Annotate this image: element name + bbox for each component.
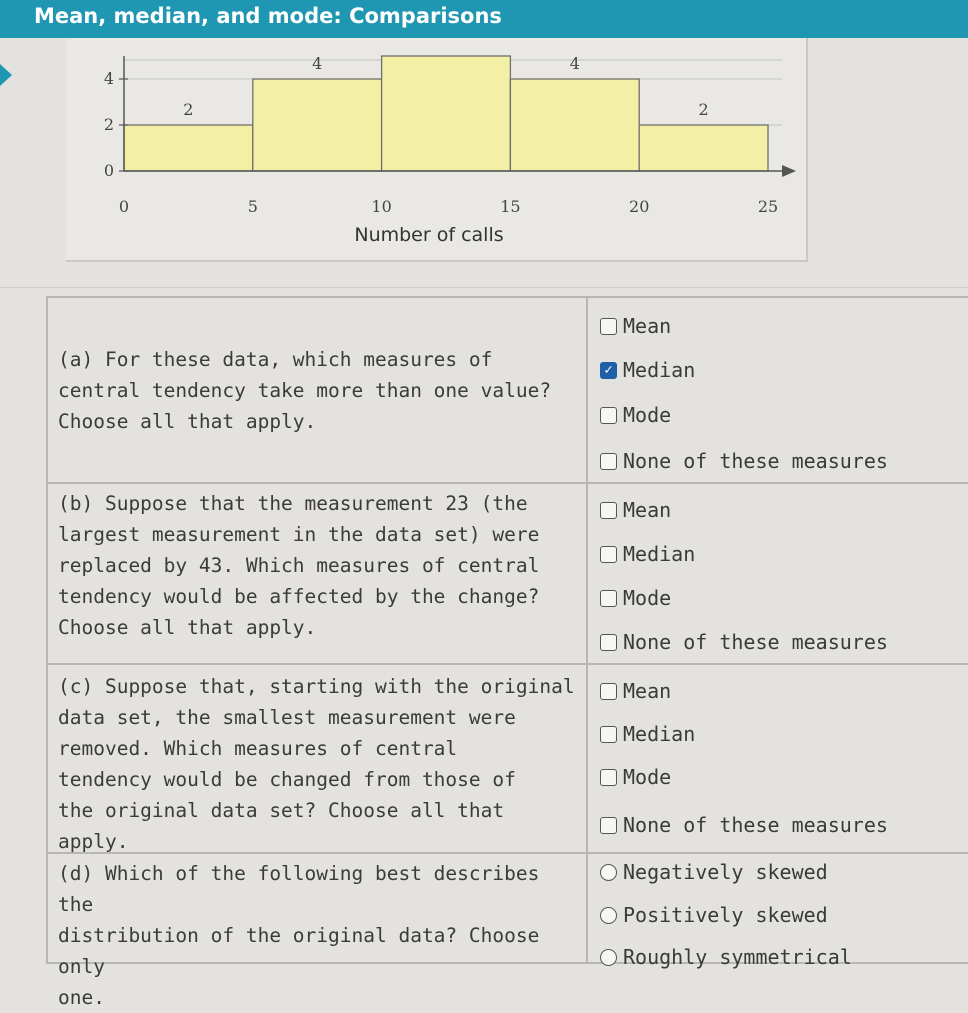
header-bar (0, 0, 968, 38)
option-a-mean[interactable] (600, 312, 671, 340)
radio-icon[interactable] (600, 949, 617, 966)
histogram-bar (639, 125, 768, 171)
option-d-positive[interactable] (600, 901, 828, 929)
option-label: Roughly symmetrical (623, 945, 852, 969)
column-divider (586, 665, 588, 852)
radio-icon[interactable] (600, 864, 617, 881)
y-tick-label: 0 (103, 161, 114, 180)
option-label: None of these measures (623, 630, 888, 654)
x-tick-label: 10 (371, 197, 392, 216)
checkbox-icon[interactable] (600, 590, 617, 607)
checkbox-icon[interactable] (600, 634, 617, 651)
x-axis-arrow-icon (782, 165, 796, 177)
option-b-mean[interactable] (600, 496, 671, 524)
option-c-none[interactable] (600, 811, 888, 839)
page-title: Mean, median, and mode: Comparisons (34, 4, 502, 28)
questions-table (46, 296, 968, 1009)
option-d-negative[interactable] (600, 858, 828, 886)
option-label: Median (623, 358, 696, 382)
option-label: Positively skewed (623, 903, 828, 927)
section-divider (0, 287, 968, 288)
bar-value-label: 2 (183, 100, 194, 119)
x-tick-label: 25 (757, 197, 779, 216)
option-label: Median (623, 542, 696, 566)
option-label: Median (623, 722, 696, 746)
column-divider (586, 854, 588, 964)
checkbox-icon[interactable] (600, 769, 617, 786)
x-tick-label: 5 (247, 197, 258, 216)
histogram-bar (382, 56, 511, 171)
checkbox-icon[interactable] (600, 453, 617, 470)
option-d-symmetrical[interactable] (600, 943, 852, 971)
option-label: Mean (623, 498, 672, 522)
option-c-median[interactable] (600, 720, 695, 748)
column-divider (586, 484, 588, 663)
checkbox-icon[interactable] (600, 817, 617, 834)
histogram-chart (66, 38, 806, 260)
y-tick-label: 4 (103, 69, 114, 88)
option-a-median[interactable] (600, 356, 695, 384)
question-text-c: (c) Suppose that, starting with the original data set, the smallest measurement were removed. Which measures of central tendency would be changed from those of the original data set? Choose all that apply. (58, 675, 575, 853)
expand-arrow-icon[interactable] (0, 64, 12, 86)
question-row-d (48, 854, 968, 1009)
option-label: Negatively skewed (623, 860, 828, 884)
checkbox-icon[interactable] (600, 318, 617, 335)
checkbox-icon[interactable] (600, 683, 617, 700)
histogram-bar (253, 79, 382, 171)
option-c-mean[interactable] (600, 677, 671, 705)
histogram-bar (124, 125, 253, 171)
checkbox-checked-icon[interactable]: ✓ (600, 362, 617, 379)
checkbox-icon[interactable] (600, 546, 617, 563)
option-label: Mode (623, 765, 672, 789)
histogram-bar (510, 79, 639, 171)
x-tick-label: 0 (118, 197, 130, 216)
question-text-b: (b) Suppose that the measurement 23 (the largest measurement in the data set) were replaced by 43. Which measures of central tendency would be affected by the change? Choose all that apply. (58, 492, 540, 639)
checkbox-icon[interactable] (600, 407, 617, 424)
bar-value-label: 4 (312, 54, 323, 73)
x-axis-label: Number of calls (354, 224, 504, 246)
x-tick-label: 15 (500, 197, 521, 216)
question-row-b (48, 484, 968, 665)
question-row-c (48, 665, 968, 854)
column-divider (586, 298, 588, 482)
question-row-a (48, 298, 968, 484)
option-label: Mean (623, 314, 672, 338)
checkbox-icon[interactable] (600, 726, 617, 743)
checkbox-icon[interactable] (600, 502, 617, 519)
option-label: Mean (623, 679, 672, 703)
option-b-mode[interactable] (600, 584, 671, 612)
option-a-mode[interactable] (600, 401, 671, 429)
x-tick-label: 20 (629, 197, 650, 216)
option-b-none[interactable] (600, 628, 888, 656)
option-label: Mode (623, 403, 672, 427)
histogram-panel (66, 38, 808, 262)
radio-icon[interactable] (600, 907, 617, 924)
y-tick-label: 2 (103, 115, 114, 134)
option-label: None of these measures (623, 449, 888, 473)
option-c-mode[interactable] (600, 763, 671, 791)
question-text-d: (d) Which of the following best describes the distribution of the original data? Choose only one. (58, 862, 540, 1009)
option-label: None of these measures (623, 813, 888, 837)
bar-value-label: 2 (698, 100, 709, 119)
option-label: Mode (623, 586, 672, 610)
option-a-none[interactable] (600, 447, 888, 475)
bar-value-label: 4 (569, 54, 580, 73)
option-b-median[interactable] (600, 540, 695, 568)
question-text-a: (a) For these data, which measures of central tendency take more than one value? Choose all that apply. (58, 348, 552, 433)
